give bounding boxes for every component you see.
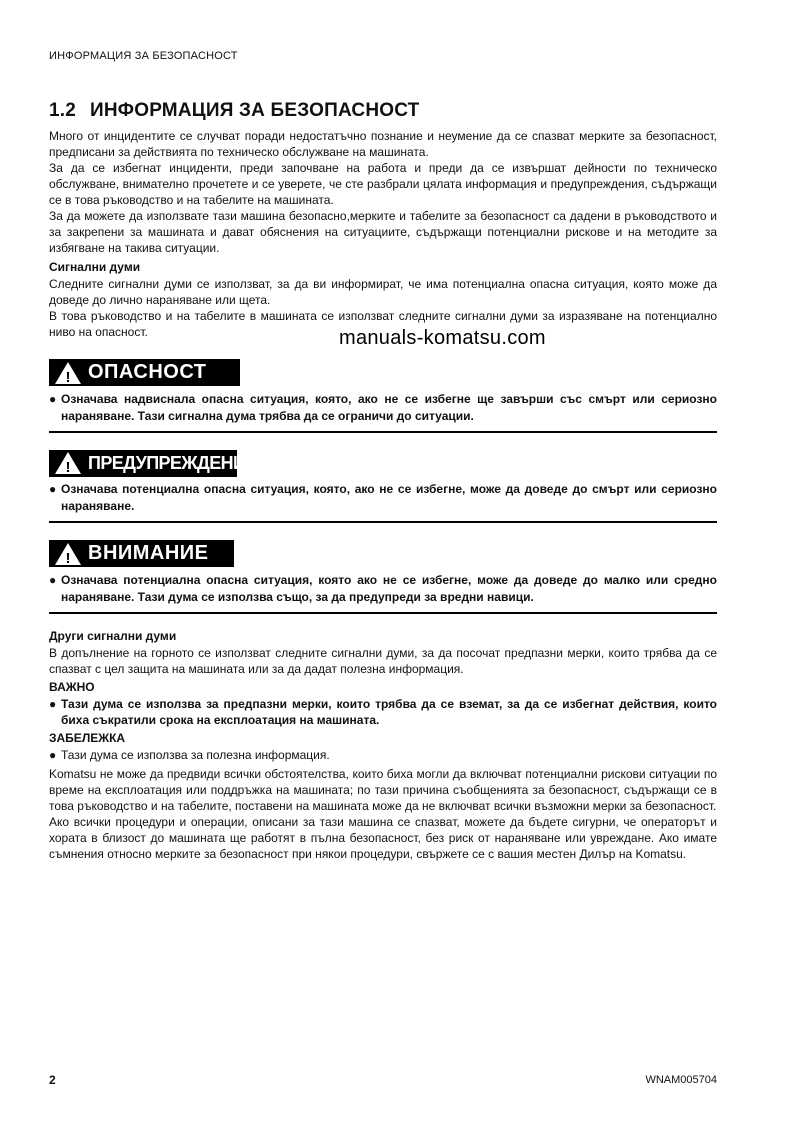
caution-block xyxy=(49,540,717,614)
section-title-text: ИНФОРМАЦИЯ ЗА БЕЗОПАСНОСТ xyxy=(90,100,420,121)
document-code: WNAM005704 xyxy=(645,1074,717,1086)
bullet-icon: ● xyxy=(49,482,57,496)
bullet-icon: ● xyxy=(49,572,57,587)
warning-text: ● Означава потенциална опасна ситуация, която, ако не се избегне, може да доведе до смърт или сериозно нараняване. xyxy=(49,482,717,513)
warning-triangle-icon xyxy=(54,361,82,385)
signal-words-paragraph-1: Следните сигнални думи се използват, за да ви информират, че има потенциална опасна ситуация, която може да доведе до лично нараняване или щета. xyxy=(49,277,717,307)
warning-badge xyxy=(49,450,257,477)
caution-text: ● Означава потенциална опасна ситуация, която ако не се избегне, може да доведе до малко или средно нараняване. Тази дума се използва също, за да предупреди за вредни навици. xyxy=(49,572,717,604)
warning-triangle-icon xyxy=(54,451,82,475)
note-text: ● Тази дума се използва за полезна информация. xyxy=(49,747,330,762)
page-content xyxy=(49,100,717,862)
warning-triangle-icon xyxy=(54,542,82,566)
warning-block xyxy=(49,450,717,524)
closing-paragraph-2: Ако всички процедури и операции, описани за тази машина се спазват, можете да бъдете сигурни, че операторът и хората в близост до машината ще работят в пълна безопасност, без риск от нараняване или увреждане. Ако имате съмнения относно мерките за безопасност при някои процедури, свържете се с вашия местен Дилър на Komatsu. xyxy=(49,814,717,861)
watermark: manuals-komatsu.com xyxy=(339,327,546,349)
other-signals-paragraph: В допълнение на горното се използват следните сигнални думи, за да посочат предпазни мерки, които трябва да се спазват с цел защита на машината или за да дадат полезна информация. xyxy=(49,645,717,676)
signal-words-paragraph-2: В това ръководство и на табелите в машината се използват следните сигнални думи за изразяване на потенциално ниво на опасност. xyxy=(49,309,717,339)
warning-icon-glyph: ! xyxy=(65,459,71,475)
danger-badge xyxy=(49,359,240,386)
other-signals-heading: Други сигнални думи xyxy=(49,628,177,643)
important-text: ● Тази дума се използва за предпазни мерки, които трябва да се вземат, за да се избегнат действия, които биха съкратили срока на експлоатация на машината. xyxy=(49,696,717,727)
section-number: 1.2 xyxy=(49,100,77,121)
intro-paragraph-1: Много от инцидентите се случват поради недостатъчно познание и неумение да се спазват мерките за безопасност, предписани за действията по техническо обслужване на машината. xyxy=(49,129,717,159)
intro-paragraph-3: За да можете да използвате тази машина безопасно,мерките и табелите за безопасност са дадени в ръководството и за закрепени за машината и дават обяснения на ситуациите, съдържащи потенциални рискове и на методите за избягване на такива ситуации. xyxy=(49,209,717,255)
important-heading: ВАЖНО xyxy=(49,679,95,694)
danger-text: ● Означава надвиснала опасна ситуация, която, ако не се избегне ще завърши със смърт или сериозно нараняване. Тази сигнална дума трябва да се ограничи до ситуации. xyxy=(49,391,717,423)
bullet-icon: ● xyxy=(49,696,57,711)
caution-badge xyxy=(49,540,234,567)
warning-divider xyxy=(49,521,717,523)
intro-paragraph-2: За да се избегнат инциденти, преди започване на работа и преди да се извършат дейности по техническо обслужване, внимателно прочетете и се уверете, че сте разбрали цялата информация и предупреждения, съдържащи се в това ръководство и на табелите на машината. xyxy=(49,161,717,207)
danger-block xyxy=(49,359,717,433)
section-title xyxy=(49,100,717,122)
running-header: ИНФОРМАЦИЯ ЗА БЕЗОПАСНОСТ xyxy=(49,50,238,62)
bullet-icon: ● xyxy=(49,391,57,406)
closing-paragraph-1: Komatsu не може да предвиди всички обстоятелства, които биха могли да включват потенциални рискови ситуации по време на експлоатация или поддръжка на машината; по тази причина съобщенията за безопасност, съдържащи се в това ръководство и на табелите, поставени на машината може да не включват всички възможни мерки за безопасност. xyxy=(49,766,717,813)
warning-icon-glyph: ! xyxy=(65,549,71,566)
caution-label: ВНИМАНИЕ xyxy=(88,542,209,564)
signal-words-heading: Сигнални думи xyxy=(49,260,141,274)
warning-label: ПРЕДУПРЕЖДЕНИЕ xyxy=(88,452,257,473)
danger-divider xyxy=(49,431,717,433)
warning-icon-glyph: ! xyxy=(65,368,71,385)
caution-divider xyxy=(49,612,717,614)
page-number: 2 xyxy=(49,1073,56,1087)
note-heading: ЗАБЕЛЕЖКА xyxy=(49,730,126,745)
danger-label: ОПАСНОСТ xyxy=(88,361,207,383)
bullet-icon: ● xyxy=(49,747,57,762)
